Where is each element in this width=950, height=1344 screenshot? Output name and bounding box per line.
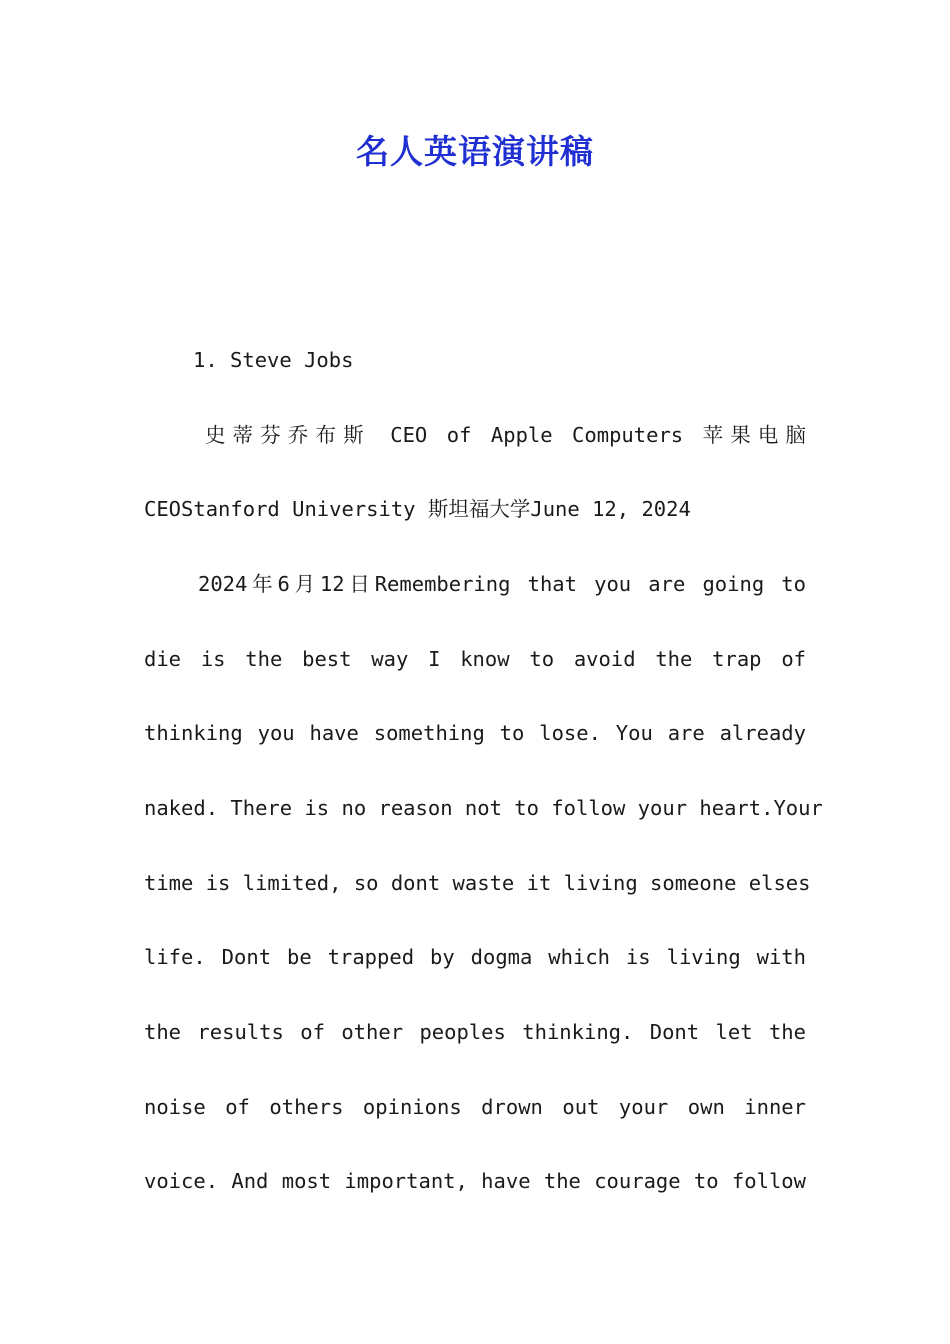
paragraph-line: thinking you have something to lose. You are already — [144, 721, 806, 745]
paragraph-line: life. Dont be trapped by dogma which is living with — [144, 945, 806, 969]
paragraph-line: noise of others opinions drown out your own inner — [144, 1095, 806, 1119]
paragraph-line: voice. And most important, have the courage to follow — [144, 1169, 806, 1193]
paragraph-line: time is limited, so dont waste it living someone elses — [144, 871, 811, 895]
paragraph-line: 史蒂芬乔布斯 CEO of Apple Computers 苹果电脑 — [205, 423, 806, 447]
paragraph-line: CEOStanford University 斯坦福大学June 12, 2024 — [144, 497, 691, 521]
paragraph-line: the results of other peoples thinking. Dont let the — [144, 1020, 806, 1044]
section-heading: 1. Steve Jobs — [193, 348, 354, 372]
paragraph-line: naked. There is no reason not to follow your heart.Your — [144, 796, 823, 820]
paragraph-line: die is the best way I know to avoid the trap of — [144, 647, 806, 671]
page-title: 名人英语演讲稿 — [356, 132, 594, 171]
paragraph-line: 2024年6月12日Remembering that you are going to — [198, 572, 806, 596]
